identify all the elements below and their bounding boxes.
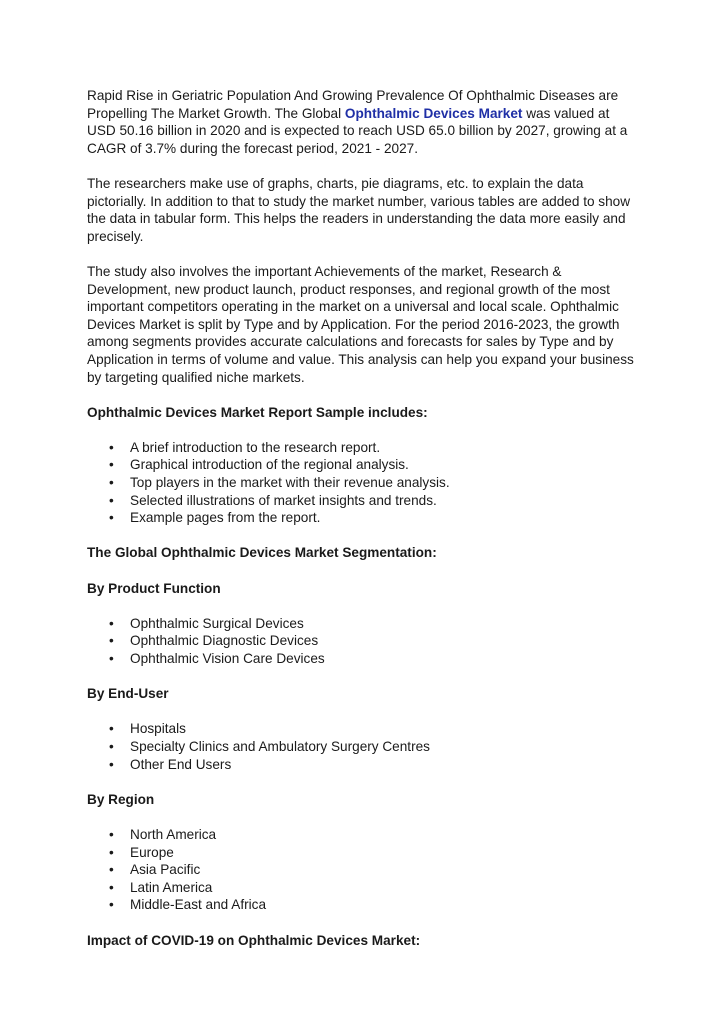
list-item-text: Example pages from the report.	[130, 510, 321, 526]
end-user-heading: By End-User	[87, 686, 169, 702]
bullet-icon: •	[109, 439, 114, 455]
bullet-icon: •	[109, 651, 114, 666]
list-item	[87, 896, 635, 914]
list-item-text: Selected illustrations of market insights and trends.	[130, 492, 437, 508]
bullet-icon: •	[109, 862, 114, 878]
bullet-icon: •	[109, 633, 114, 649]
bullet-icon: •	[109, 826, 114, 842]
study-paragraph: The study also involves the important Achievements of the market, Research & Development, new product launch, product responses, and regional growth of the most important competitors operating in the market on a universal and local scale. Ophthalmic Devices Market is split by Type and by Application. For the period 2016-2023, the growth among segments provides accurate calculations and forecasts for sales by Type and by Application in terms of volume and value. This analysis can help you expand your business by targeting qualified niche markets.	[87, 263, 634, 385]
document-page	[87, 87, 635, 967]
list-item-text: Asia Pacific	[130, 862, 201, 878]
bullet-icon: •	[109, 738, 114, 754]
bullet-icon: •	[109, 475, 114, 491]
region-list	[87, 826, 635, 914]
bullet-icon: •	[109, 615, 114, 631]
product-function-heading: By Product Function	[87, 580, 221, 596]
list-item	[87, 509, 635, 527]
list-item-text: Ophthalmic Surgical Devices	[130, 615, 304, 631]
list-item-text: Ophthalmic Diagnostic Devices	[130, 633, 319, 649]
list-item-text: Hospitals	[130, 721, 186, 737]
list-item-text: Middle-East and Africa	[130, 897, 267, 913]
list-item-text: Ophthalmic Vision Care Devices	[130, 651, 325, 666]
bullet-icon: •	[109, 510, 114, 526]
bullet-icon: •	[109, 457, 114, 473]
bullet-icon: •	[109, 879, 114, 895]
list-item	[87, 632, 635, 650]
intro-text-before: Rapid Rise in Geriatric Population And Growing Prevalence Of Ophthalmic Diseases are Propelling The Market Growth. The Global	[87, 88, 619, 121]
intro-text-after: was valued at USD 50.16 billion in 2020 and is expected to reach USD 65.0 billion by 2027, growing at a CAGR of 3.7% during the forecast period, 2021 - 2027.	[87, 105, 628, 156]
bullet-icon: •	[109, 756, 114, 772]
list-item	[87, 492, 635, 510]
list-item	[87, 861, 635, 879]
list-item	[87, 879, 635, 897]
list-item	[87, 756, 635, 774]
end-user-list	[87, 720, 635, 773]
list-item	[87, 826, 635, 844]
bullet-icon: •	[109, 721, 114, 737]
list-item	[87, 439, 635, 457]
list-item-text: Top players in the market with their revenue analysis.	[130, 475, 450, 491]
product-function-list	[87, 615, 635, 668]
list-item	[87, 615, 635, 633]
list-item-text: Europe	[130, 844, 174, 860]
bullet-icon: •	[109, 492, 114, 508]
sample-list	[87, 439, 635, 527]
bullet-icon: •	[109, 844, 114, 860]
segmentation-heading: The Global Ophthalmic Devices Market Segmentation:	[87, 545, 437, 561]
list-item	[87, 844, 635, 862]
list-item-text: Latin America	[130, 879, 213, 895]
list-item-text: Graphical introduction of the regional analysis.	[130, 457, 409, 473]
bullet-icon: •	[109, 897, 114, 913]
list-item	[87, 720, 635, 738]
list-item	[87, 456, 635, 474]
sample-heading: Ophthalmic Devices Market Report Sample includes:	[87, 404, 428, 420]
list-item-text: Other End Users	[130, 756, 232, 772]
covid-heading: Impact of COVID-19 on Ophthalmic Devices Market:	[87, 932, 421, 948]
list-item-text: North America	[130, 826, 217, 842]
market-link[interactable]: Ophthalmic Devices Market	[344, 105, 523, 121]
researchers-paragraph: The researchers make use of graphs, charts, pie diagrams, etc. to explain the data pictorially. In addition to that to study the market number, various tables are added to show the data in tabular form. This helps the readers in understanding the data more easily and precisely.	[87, 175, 631, 244]
intro-paragraph	[87, 87, 635, 157]
list-item-text: A brief introduction to the research report.	[130, 439, 381, 455]
list-item	[87, 738, 635, 756]
region-heading: By Region	[87, 791, 155, 807]
list-item	[87, 474, 635, 492]
list-item	[87, 650, 635, 668]
list-item-text: Specialty Clinics and Ambulatory Surgery Centres	[130, 738, 430, 754]
